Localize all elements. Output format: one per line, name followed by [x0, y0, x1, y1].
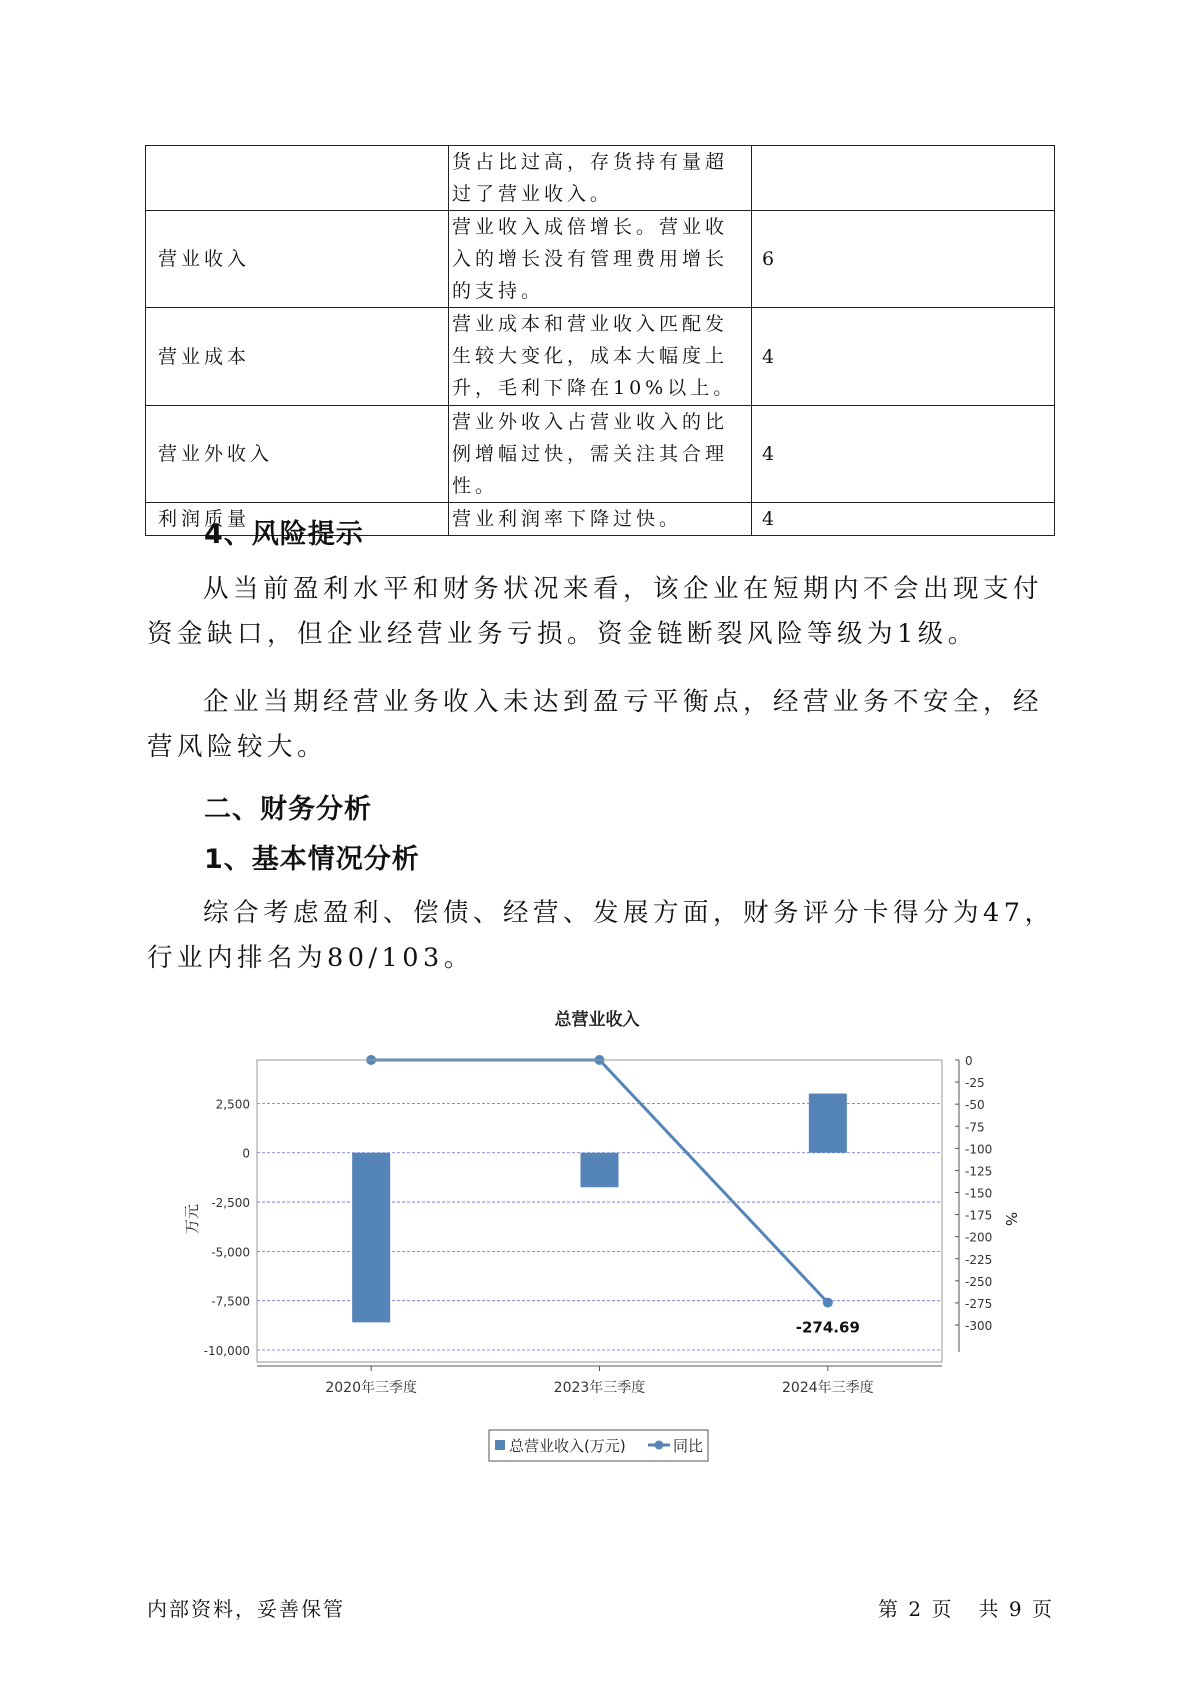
- legend-bar-swatch: [495, 1440, 505, 1450]
- basic-analysis-paragraph: 综合考虑盈利、偿债、经营、发展方面，财务评分卡得分为47，行业内排名为80/103。: [147, 898, 1055, 973]
- table-cell-item: [146, 146, 449, 211]
- yoy-data-label: -274.69: [795, 1318, 860, 1337]
- table-cell-description: 营业收入成倍增长。营业收入的增长没有管理费用增长的支持。: [449, 211, 752, 308]
- table-row: [146, 146, 1055, 211]
- line-series: [366, 1055, 860, 1337]
- table-cell-score: 4: [752, 503, 1055, 536]
- y2-tick-label: -300: [965, 1319, 993, 1333]
- revenue-bar: [352, 1153, 390, 1323]
- yoy-point: [823, 1298, 833, 1308]
- y-tick-label: -7,500: [211, 1294, 250, 1309]
- table-cell-item: 营业收入: [146, 211, 449, 308]
- y2-tick-label: -225: [965, 1252, 993, 1267]
- indicator-table: [145, 145, 1055, 536]
- risk-paragraph-1: 从当前盈利水平和财务状况来看，该企业在短期内不会出现支付资金缺口，但企业经营业务亏损。资金链断裂风险等级为1级。: [147, 574, 1044, 649]
- legend-line-marker: [655, 1441, 664, 1450]
- x-tick-label: 2023年三季度: [553, 1380, 646, 1396]
- y-tick-label: -10,000: [203, 1344, 250, 1358]
- legend-bar-label: 总营业收入(万元): [509, 1437, 626, 1455]
- table-cell-description: 营业利润率下降过快。: [449, 503, 752, 536]
- y2-tick-label: -100: [965, 1142, 993, 1157]
- table-cell-description: 货占比过高，存货持有量超过了营业收入。: [449, 146, 752, 211]
- x-tick-label: 2024年三季度: [782, 1380, 874, 1396]
- footer-page-number: 第 2 页 共 9 页: [878, 1597, 1054, 1621]
- y2-tick-label: 0: [965, 1054, 973, 1068]
- table-cell-description: 营业成本和营业收入匹配发生较大变化，成本大幅度上升，毛利下降在10%以上。: [449, 308, 752, 406]
- table-cell-score: 4: [752, 406, 1055, 503]
- table-cell-score: 4: [752, 308, 1055, 406]
- table-cell-score: 6: [752, 211, 1055, 308]
- y2-tick-label: -75: [965, 1120, 985, 1135]
- bar-series: [352, 1094, 847, 1323]
- table-cell-item: 营业成本: [146, 308, 449, 406]
- table-cell-item: 营业外收入: [146, 406, 449, 503]
- revenue-bar: [809, 1094, 847, 1153]
- y2-tick-label: -150: [965, 1186, 993, 1201]
- y-tick-label: 2,500: [215, 1097, 250, 1112]
- y2-tick-label: -25: [965, 1076, 985, 1091]
- footer-left: 内部资料，妥善保管: [147, 1597, 345, 1621]
- y-tick-label: -5,000: [211, 1245, 250, 1260]
- revenue-bar: [581, 1153, 619, 1188]
- y-tick-label: -2,500: [211, 1196, 250, 1211]
- finance-heading: 二、财务分析: [204, 794, 372, 825]
- table-row: [146, 308, 1055, 406]
- table-row: [146, 406, 1055, 503]
- y2-tick-label: -200: [965, 1230, 993, 1245]
- table-cell-description: 营业外收入占营业收入的比例增幅过快，需关注其合理性。: [449, 406, 752, 503]
- y2-tick-label: -50: [965, 1098, 985, 1113]
- chart-axes: [204, 1054, 993, 1396]
- basic-analysis-heading: 1、基本情况分析: [204, 844, 420, 875]
- table-row: [146, 211, 1055, 308]
- y-axis-label: 万元: [183, 1203, 201, 1235]
- y2-tick-label: -250: [965, 1274, 993, 1289]
- x-tick-label: 2020年三季度: [325, 1380, 417, 1396]
- y2-tick-label: -275: [965, 1296, 993, 1311]
- legend-line-label: 同比: [673, 1437, 704, 1455]
- table-cell-item: 利润质量: [146, 503, 449, 536]
- y-tick-label: 0: [242, 1146, 250, 1161]
- chart-title: 总营业收入: [554, 1010, 640, 1030]
- table-cell-score: [752, 146, 1055, 211]
- revenue-chart: [0, 1005, 1191, 1485]
- y2-axis-label: %: [1002, 1211, 1020, 1227]
- chart-legend: [489, 1430, 708, 1461]
- risk-heading: 4、风险提示: [204, 519, 364, 550]
- y2-tick-label: -175: [965, 1208, 993, 1223]
- risk-paragraph-2: 企业当期经营业务收入未达到盈亏平衡点，经营业务不安全，经营风险较大。: [147, 687, 1044, 762]
- y2-tick-label: -125: [965, 1164, 993, 1179]
